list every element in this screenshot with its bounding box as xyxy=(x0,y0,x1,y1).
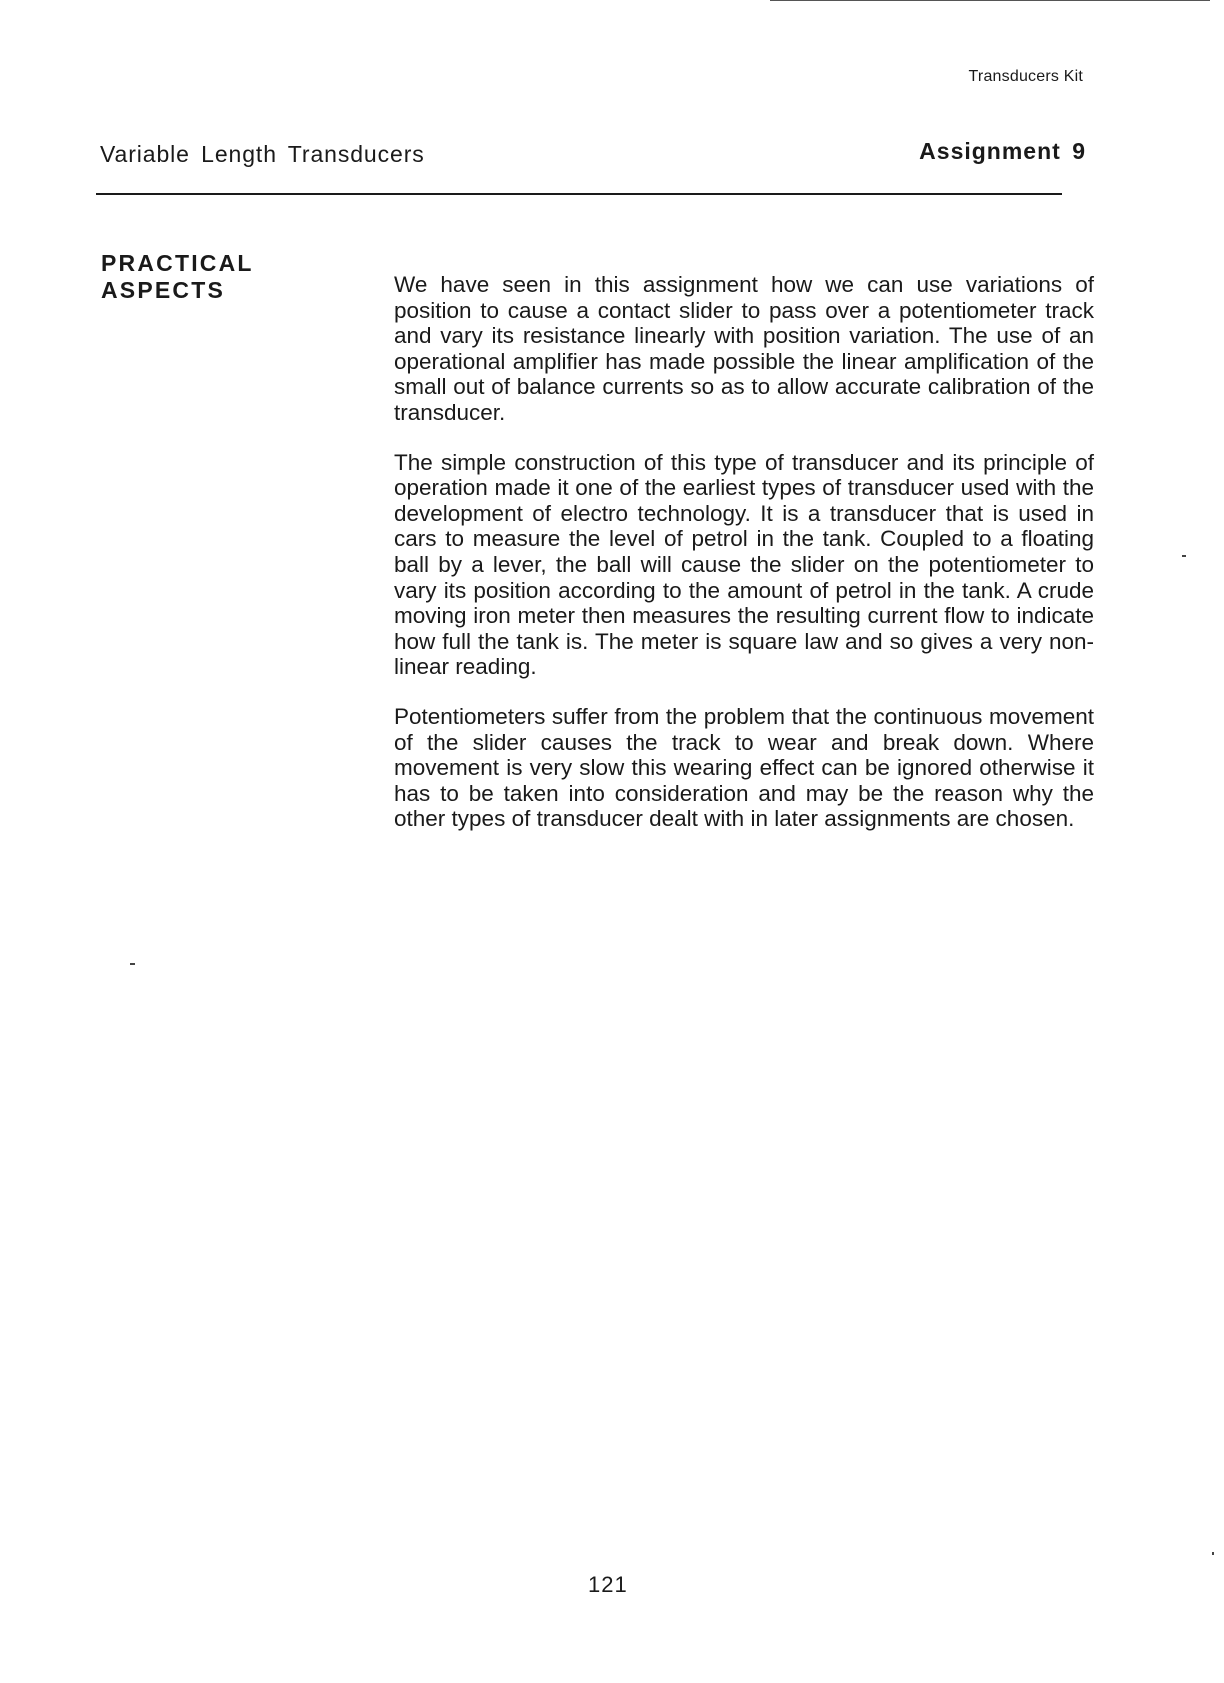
paragraph-2: The simple construction of this type of transducer and its principle of operation made it one of the earliest types of transducer used with the development of electro technology. It is a transducer that is used in cars to measure the level of petrol in the tank. Coupled to a floating ball by a lever, the ball will cause the slider on the potentiometer to vary its position according to the amount of petrol in the tank. A crude moving iron meter then measures the resulting current flow to indicate how full the tank is. The meter is square law and so gives a very non-linear reading. xyxy=(394,449,1094,680)
scan-speck xyxy=(130,963,135,965)
section-heading-line-1: PRACTICAL xyxy=(101,250,254,276)
paragraph-1: We have seen in this assignment how we can use variations of position to cause a contact slider to pass over a potentiometer track and vary its resistance linearly with position variation. The use of an operational amplifier has made possible the linear amplification of the small out of balance currents so as to allow accurate calibration of the transducer. xyxy=(394,272,1094,425)
body-text xyxy=(394,272,1094,856)
assignment-label: Assignment 9 xyxy=(919,138,1086,164)
page-title: Variable Length Transducers xyxy=(100,141,425,167)
paragraph-3: Potentiometers suffer from the problem that the continuous movement of the slider causes the track to wear and break down. Where movement is very slow this wearing effect can be ignored otherwise it has to be taken into consideration and may be the reason why the other types of transducer dealt with in later assignments are chosen. xyxy=(394,703,1094,832)
section-heading-line-2: ASPECTS xyxy=(101,277,226,303)
section-heading xyxy=(101,250,254,304)
page-number: 121 xyxy=(588,1572,628,1597)
scan-speck xyxy=(1182,555,1186,557)
top-edge-rule xyxy=(770,0,1210,1)
header-divider xyxy=(96,193,1062,195)
kit-name: Transducers Kit xyxy=(968,68,1083,85)
scan-speck xyxy=(1212,1552,1214,1555)
